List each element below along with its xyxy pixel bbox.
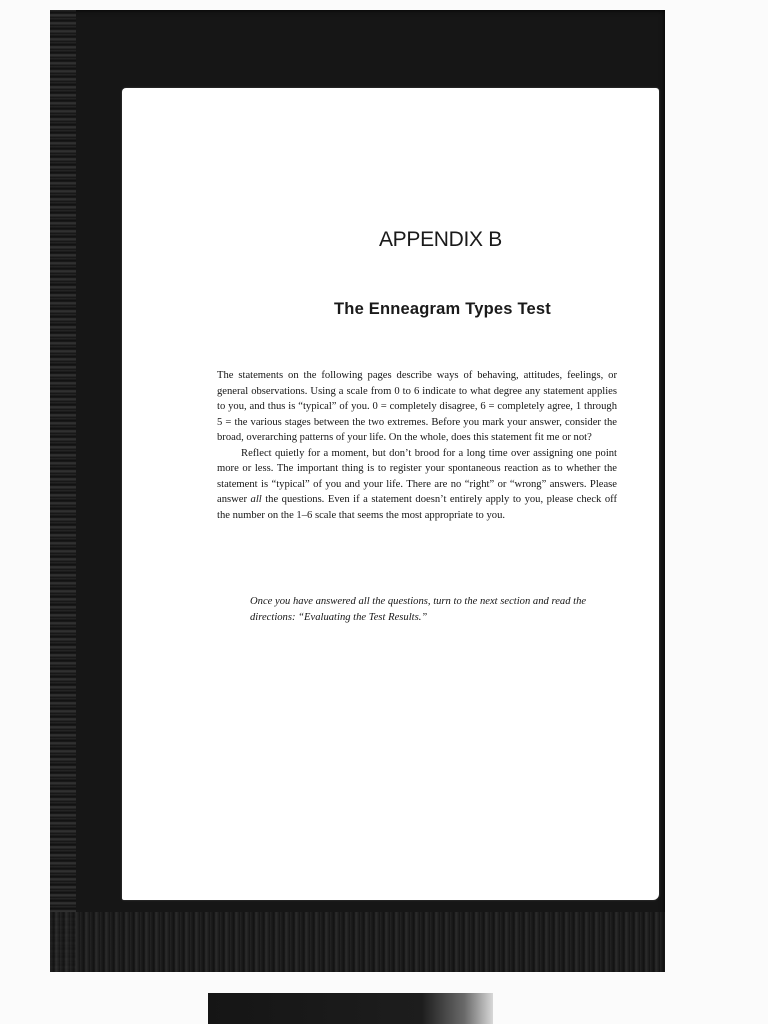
- instructions-body: [217, 368, 617, 523]
- paragraph-2-emphasis: all: [250, 494, 262, 505]
- paragraph-2-text-end: the questions. Even if a statement doesn’t entirely apply to you, please check off the number on the 1–6 scale that seems the most appropriate to you.: [217, 494, 617, 521]
- closing-note: Once you have answered all the questions, turn to the next section and read the directions: “Evaluating the Test Results.”: [250, 596, 587, 623]
- instructions-paragraph-1: The statements on the following pages describe ways of behaving, attitudes, feelings, or general observations. Using a scale from 0 to 6 indicate to what degree any statement applies to you, and thus is “typical” of you. 0 = completely disagree, 6 = completely agree, 1 through 5 = the various stages between the two extremes. Before you mark your answer, consider the broad, overarching patterns of your life. On the whole, does this statement fit me or not?: [217, 370, 617, 443]
- instructions-paragraph-2: [217, 446, 617, 524]
- paragraph-2-text-start: Reflect quietly for a moment, but don’t brood for a long time over assigning one point more or less. The important thing is to register your spontaneous reaction as to whether the statement is “typical” of you and your life. There are no “right” or “wrong” answers. Please answer: [217, 447, 617, 505]
- scan-bottom-strip: [208, 993, 493, 1024]
- appendix-title: APPENDIX B: [378, 228, 503, 251]
- test-title: The Enneagram Types Test: [334, 300, 551, 318]
- document-page: [122, 88, 659, 900]
